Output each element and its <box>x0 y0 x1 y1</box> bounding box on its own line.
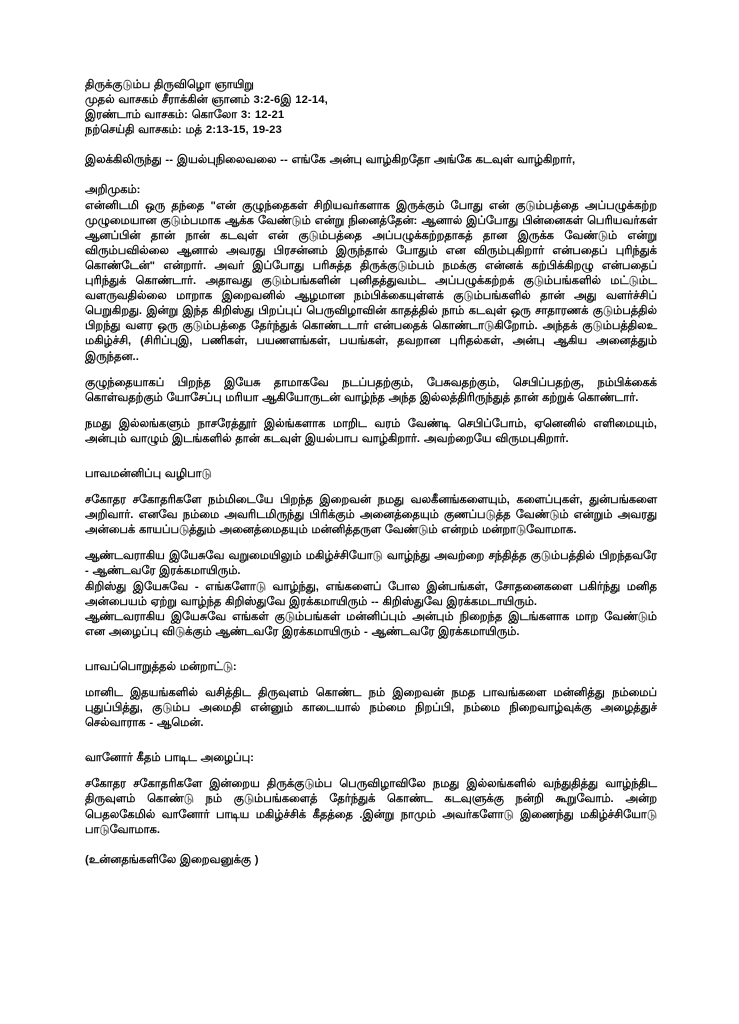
document-body <box>85 78 657 868</box>
section-absolution <box>85 660 657 731</box>
invocation: கிறிஸ்து இயேசுவே - எங்களோடு வாழ்ந்து, எங்களைப் போல இன்பங்கள், சோதனைகளை பகிர்ந்து மனித அன்பையம் ஏற்று வாழ்ந்த கிறிஸ்துவே இரக்கமாயிரும் -- கிறிஸ்துவே இரக்கமடாயிரும். <box>85 580 657 608</box>
theme-block <box>85 153 657 168</box>
gospel-reading-line: நற்செய்தி வாசகம்: மத் 2:13-15, 19-23 <box>85 124 282 137</box>
paragraph: என்னிடமி ஒரு தந்தை "என் குழுந்தைகள் சிறியவர்களாக இருக்கும் போது என் குடும்பத்தை அப்பழுக்கற்ற முழுமையான குடும்பமாக ஆக்க வேண்டும் என்று நினைத்தேன்: ஆனால் இப்போது பின்னைகள் பெரியவர்கள் ஆனப்பின் தான் நான் கடவுள் என் குடும்பத்தை அப்பழுக்கற்றதாகத் தான இருக்க வேண்டும் என்று விரும்பவில்லை ஆனால் அவரது பிரசன்னம் இருந்தால் போதும் என விரும்புகிறார் என்பதைப் புரிந்துக் கொண்டேன்" என்றார். அவர் இப்போது பரிசுத்த திருக்குடும்பம் நமக்கு என்னக் கற்பிக்கிறழு என்பதைப் புரிந்துக் கொண்டார். அதாவது குடும்பங்களின் புனிதத்துவம்ட அப்பழுக்கற்றக் குடும்பங்களில் மட்டும்ட வளருவதில்லை மாறாக இறைவனில் ஆழமான நம்பிக்கையுள்ளக் குடும்பங்களில் தான் அது வளர்ச்சிப் பெறுகிறது. இன்று இந்த கிறிஸ்து பிறப்புப் பெருவிழாவின் காதத்தில் நாம் கடவுள் ஒரு சாதாரணக் குடும்பத்தில் பிறந்து வளர ஒரு குடும்பத்தை தேர்ந்துக் கொண்டடார் என்பதைக் கொண்டாடுகிறோம். அந்தக் குடும்பத்திலஉ மகிழ்ச்சி, (சிரிப்புஇ, பணிகள், பயணளங்கள், பயங்கள், தவறான புரிதல்கள், அன்பு ஆகிய அனைத்தும் இருந்தன.. <box>85 199 657 363</box>
first-reading-line: முதல் வாசகம் சீராக்கின் ஞானம் 3:2-6இ 12-14, <box>85 94 328 107</box>
spacer <box>85 538 657 549</box>
section-heading-absolution: பாவப்பொறுத்தல் மன்றாட்டு: <box>85 660 237 673</box>
paragraph: குழுந்தையாகப் பிறந்த இயேசு தாமாகவே நடப்பதற்கும், பேசுவதற்கும், செபிப்பதற்கு, நம்பிக்கைக் கொள்வதற்கும் யோசேப்பு மரியா ஆகியோருடன் வாழ்ந்த அந்த இல்லத்திரிருந்துத் தான் கற்றுக் கொண்டார். <box>85 376 657 404</box>
section-heading-penitential-rite: பாவமன்னிப்பு வழிபாடு <box>85 467 212 480</box>
document-title: திருக்குடும்ப திருவிழாெ ஞாயிறு <box>85 79 254 91</box>
section-gloria-invitation <box>85 751 657 837</box>
spacer <box>85 482 657 493</box>
invocation: ஆண்டவராகிய இயேசுவே வறுமையிலும் மகிழ்ச்சியோடு வாழ்ந்து அவற்றை சந்தித்த குடும்பத்தில் பிறந்தவரே - ஆண்டவரே இரக்கமாயிரும். <box>85 550 657 578</box>
spacer <box>85 406 657 417</box>
theme-line: இலக்கிலிருந்து -- இயல்புநிலைவலை -- எங்கே அன்பு வாழ்கிறதோ அங்கே கடவுள் வாழ்கிறார், <box>85 154 576 167</box>
readings-heading-block <box>85 78 657 138</box>
closing-block <box>85 853 657 868</box>
spacer <box>85 731 657 751</box>
spacer <box>85 168 657 183</box>
spacer <box>85 138 657 153</box>
section-penitential-rite <box>85 467 657 640</box>
section-heading-introduction: அறிமுகம்: <box>85 184 141 197</box>
spacer <box>85 640 657 660</box>
spacer <box>85 838 657 853</box>
invocation: ஆண்டவராகிய இயேசுவே எங்கள் குடும்பங்கள் மன்னிப்பும் அன்பும் நிறைந்த இடங்களாக மாற வேண்டும் என அழைப்பு விடுக்கும் ஆண்டவரே இரக்கமாயிரும் - ஆண்டவரே இரக்கமாயிரும். <box>85 610 657 638</box>
spacer <box>85 766 657 777</box>
paragraph: சகோதர சகோதரிகளே நம்மிடையே பிறந்த இறைவன் நமது வலகீனங்களையும், களைப்புகள், துன்பங்களை அறிவார். எனவே நம்மை அவரிடமிருந்து பிரிக்கும் அனைத்தையும் குணப்படுத்த வேண்டும் என்றும் அவரது அன்பைக் காயப்படுத்தும் அனைத்மைதயும் மன்னித்தருள வேண்டும் என்றம் மன்றாடுவோமாக. <box>85 494 657 537</box>
section-introduction <box>85 183 657 447</box>
paragraph: சகோதர சகோதரிகளே இன்றைய திருக்குடும்ப பெருவிழாவிலே நமது இல்லங்களில் வந்துதித்து வாழ்ந்திட திருவுளம் கொண்டு நம் குடும்பங்களைத் தேர்ந்துக் கொண்ட கடவுளுக்கு நன்றி கூறுவோம். அன்ற பெதலகேமில் வானோர் பாடிய மகிழ்ச்சிக் கீதத்தை .இன்று நாமும் அவர்களோடு இணைந்து மகிழ்ச்சியோடு பாடுவோமாக. <box>85 778 657 836</box>
spacer <box>85 675 657 686</box>
paragraph: மானிட இதயங்களில் வசித்திட திருவுளம் கொண்ட நம் இறைவன் நமத பாவங்களை மன்னித்து நம்மைப் புதுப்பித்து, குடும்ப அமைதி என்னும் காடையால் நம்மை நிறப்பி, நம்மை நிறைவாழ்வுக்கு அழைத்துச் செல்வாராக - ஆமென். <box>85 687 657 730</box>
section-heading-gloria-invitation: வானோர் கீதம் பாடிட அழைப்பு: <box>85 752 254 765</box>
closing-line: (உன்னதங்களிலே இறைவனுக்கு ) <box>85 853 259 866</box>
spacer <box>85 447 657 467</box>
paragraph: நமது இல்லங்களும் நாசரேத்தூர் இல்ங்களாக மாறிட வரம் வேண்டி செபிப்போம், ஏனெனில் எளிமையும், அன்பும் வாழும் இடங்களில் தான் கடவுள் இயல்பாப வாழ்கிறார். அவற்றையே விருமபுகிறார். <box>85 417 657 445</box>
second-reading-line: இரண்டாம் வாசகம்: கொலோ 3: 12-21 <box>85 109 285 122</box>
spacer <box>85 365 657 376</box>
